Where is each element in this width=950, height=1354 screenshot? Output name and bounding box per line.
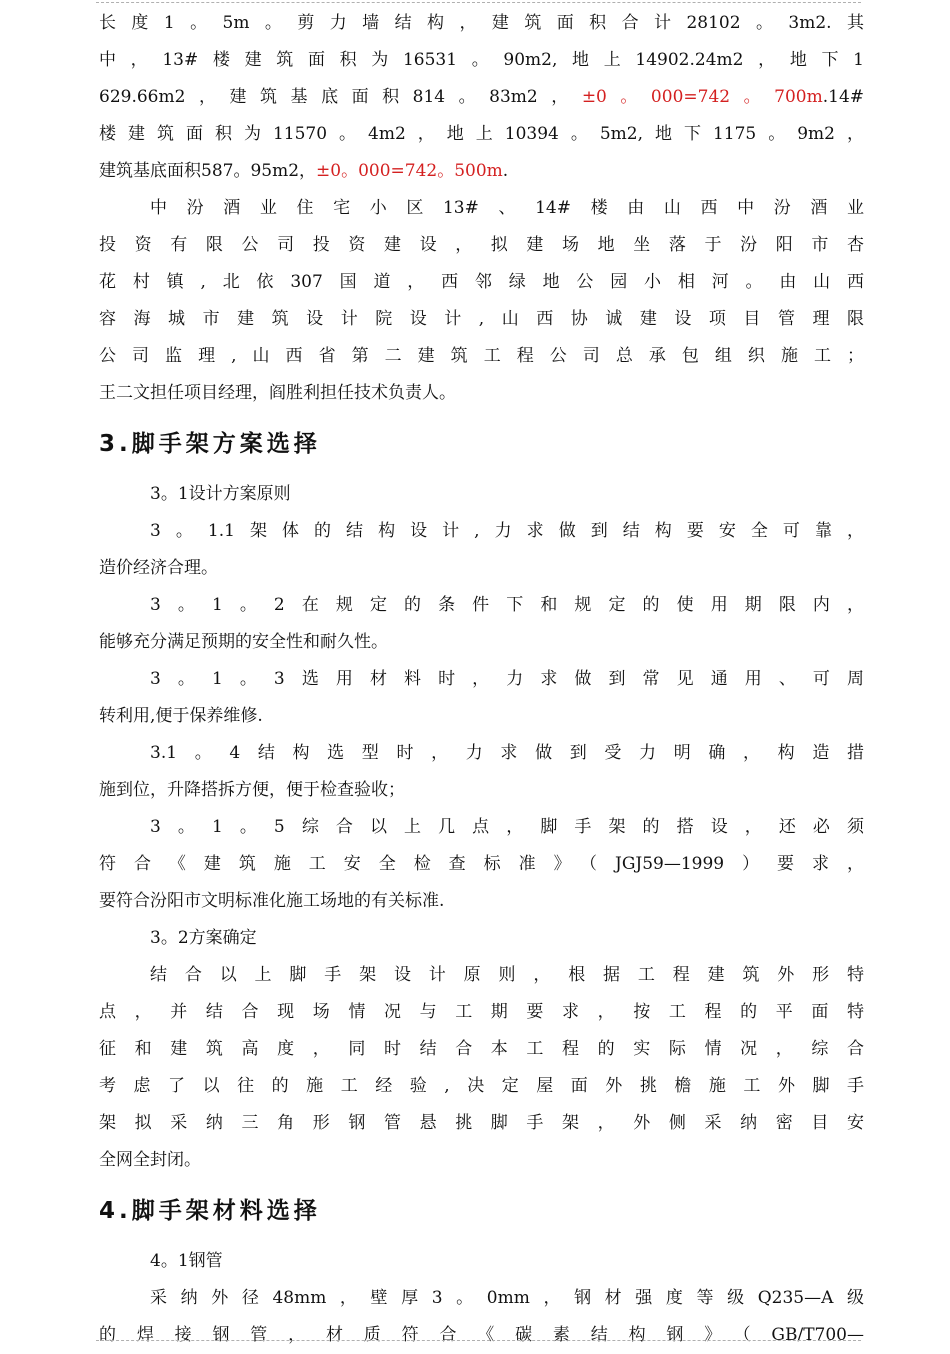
plan-line-1: 结合以上脚手架设计原则，根据工程建筑外形特 [150, 965, 864, 985]
document-page [99, 5, 864, 1354]
subsection-4-1: 4。1钢管 [150, 1251, 223, 1271]
item-3-1-4-line-1: 3.1。4结构选型时，力求做到受力明确，构造措 [150, 743, 864, 763]
item-3-1-5-line-3: 要符合汾阳市文明标准化施工场地的有关标准. [99, 891, 445, 911]
plan-line-2: 点，并结合现场情况与工期要求，按工程的平面特 [99, 1002, 864, 1022]
intro-text: 629.66m2，建筑基底面积814。83m2， [99, 87, 582, 107]
elevation-13: ±0。000=742。700m [581, 87, 823, 107]
project-line-6: 王二文担任项目经理，阎胜利担任技术负责人。 [99, 383, 456, 403]
project-line-1: 中汾酒业住宅小区13#、14#楼由山西中汾酒业 [150, 198, 864, 218]
intro-line-5 [99, 153, 864, 190]
item-3-1-3-line-2: 转利用,便于保养维修. [99, 706, 263, 726]
intro-text: . [502, 161, 509, 181]
item-3-1-2-line-1: 3。1。2在规定的条件下和规定的使用期限内， [150, 595, 864, 615]
header-rule [96, 2, 861, 3]
item-3-1-1-line-1: 3。1.1架体的结构设计,力求做到结构要安全可靠， [150, 521, 864, 541]
plan-line-5: 架拟采纳三角形钢管悬挑脚手架，外侧采纳密目安 [99, 1113, 864, 1133]
plan-line-3: 征和建筑高度，同时结合本工程的实际情况，综合 [99, 1039, 864, 1059]
item-3-1-5-line-1: 3。1。5综合以上几点，脚手架的搭设，还必须 [150, 817, 864, 837]
intro-line-1: 长度1。5m。剪力墙结构，建筑面积合计28102。3m2.其 [99, 13, 864, 33]
item-3-1-3-line-1: 3。1。3选用材料时，力求做到常见通用、可周 [150, 669, 864, 689]
item-3-1-2-line-2: 能够充分满足预期的安全性和耐久性。 [99, 632, 388, 652]
intro-text: 建筑基底面积587。95m2， [99, 161, 317, 181]
section-4-heading: 4.脚手架材料选择 [99, 1198, 321, 1224]
plan-line-4: 考虑了以往的施工经验,决定屋面外挑檐施工外脚手 [99, 1076, 864, 1096]
subsection-3-2: 3。2方案确定 [150, 928, 257, 948]
project-line-2: 投资有限公司投资建设，拟建场地坐落于汾阳市杏 [99, 235, 864, 255]
subsection-3-1: 3。1设计方案原则 [150, 484, 291, 504]
project-line-5: 公司监理,山西省第二建筑工程公司总承包组织施工； [99, 346, 864, 366]
item-3-1-4-line-2: 施到位，升降搭拆方便，便于检查验收； [99, 780, 405, 800]
footer-rule [96, 1340, 861, 1341]
intro-text: .14# [822, 87, 864, 107]
item-3-1-5-line-2: 符合《建筑施工安全检查标准》（JGJ59—1999）要求， [99, 854, 864, 874]
project-line-4: 容海城市建筑设计院设计,山西协诚建设项目管理限 [99, 309, 864, 329]
steel-pipe-line-2: 的焊接钢管，材质符合《碳素结构钢》（GB/T700— [99, 1325, 864, 1345]
intro-line-2: 中，13#楼建筑面积为16531。90m2,地上14902.24m2，地下1 [99, 50, 864, 70]
section-3-heading: 3.脚手架方案选择 [99, 431, 321, 457]
item-3-1-1-line-2: 造价经济合理。 [99, 558, 218, 578]
elevation-14: ±0。000=742。500m [316, 161, 503, 181]
intro-line-4: 楼建筑面积为11570。4m2，地上10394。5m2,地下1175。9m2， [99, 124, 864, 144]
project-line-3: 花村镇,北依307国道，西邻绿地公园小相河。由山西 [99, 272, 864, 292]
steel-pipe-line-1: 采纳外径48mm，壁厚3。0mm，钢材强度等级Q235—A级 [150, 1288, 864, 1308]
plan-line-6: 全网全封闭。 [99, 1150, 201, 1170]
intro-line-3 [99, 79, 864, 116]
